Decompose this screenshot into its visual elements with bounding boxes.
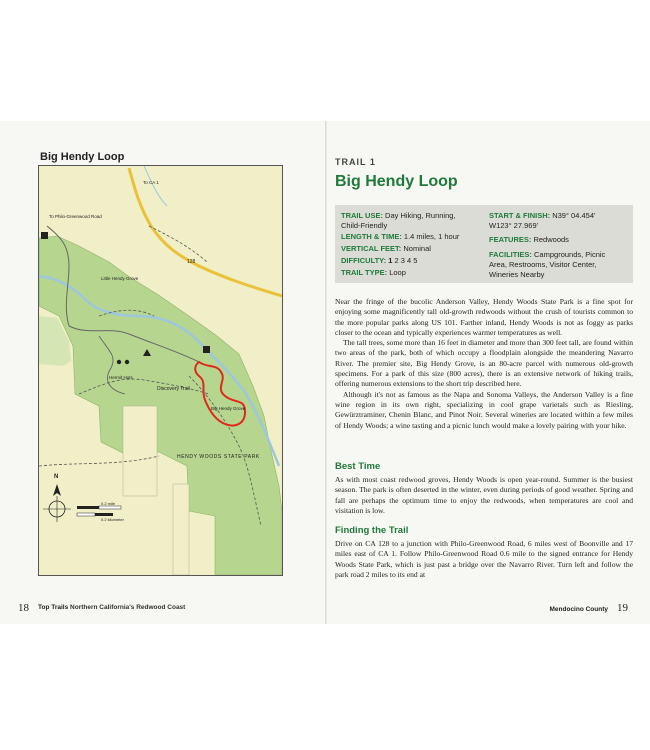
left-page <box>0 121 325 624</box>
info-vertical: VERTICAL FEET: Nominal <box>341 244 431 253</box>
finding-trail-text: Drive on CA 128 to a junction with Philo-Greenwood Road, 6 miles west of Boonville and 17 miles east of CA 1. Follow Philo-Greenwood Road 0.6 mile to the signed entrance for Hendy Woods State Park, which is just past a bridge over the Navarro River. Turn left and follow the park road 2 miles to its end at <box>335 539 633 579</box>
map-graphic <box>39 166 282 575</box>
info-length: LENGTH & TIME: 1.4 miles, 1 hour <box>341 232 460 241</box>
info-trail-use: TRAIL USE: Day Hiking, Running, Child-Friendly <box>341 211 456 230</box>
north-arrow-icon <box>53 484 61 496</box>
svg-text:0.2 mile: 0.2 mile <box>101 501 116 506</box>
trail-info-box <box>335 205 633 283</box>
map-title: Big Hendy Loop <box>40 151 125 163</box>
intro-text <box>335 297 633 431</box>
info-difficulty: DIFFICULTY: 1 2 3 4 5 <box>341 256 418 265</box>
svg-text:128: 128 <box>187 259 196 265</box>
svg-text:Big Hendy Grove: Big Hendy Grove <box>211 406 246 411</box>
intro-paragraph: The tall trees, some more than 16 feet in diameter and more than 300 feet tall, are found within two areas of the park, both of which occupy a floodplain alongside the meandering Navarro River. The premier site, Big Hendy Grove, is an 80-acre parcel with numerous old-growth specimens. For a park of this size (800 acres), there is an extensive network of hiking trails, offering numerous extensions to the short trip described here. <box>335 338 633 389</box>
parking-icon <box>41 232 48 239</box>
svg-text:Discovery Trail: Discovery Trail <box>157 386 190 392</box>
restroom-icon <box>117 360 121 364</box>
best-time-text: As with most coast redwood groves, Hendy Woods is open year-round. Summer is the busiest season. The park is often deserted in the winter, even during periods of good weather. Spring and fall are perhaps the optimum time to enjoy the redwoods, when temperatures are cool and visitation is low. <box>335 475 633 515</box>
page-number-right: 19 <box>617 602 628 614</box>
best-time-heading: Best Time <box>335 461 381 472</box>
map-label-to-philo: To Philo-Greenwood Road <box>49 214 102 219</box>
trail-map <box>38 165 283 576</box>
page-number-left: 18 <box>18 602 29 614</box>
svg-text:HENDY WOODS STATE PARK: HENDY WOODS STATE PARK <box>177 454 260 460</box>
highway-128 <box>129 168 282 296</box>
svg-text:To CA 1: To CA 1 <box>143 180 159 185</box>
intro-paragraph: Although it's not as famous as the Napa and Sonoma Valleys, the Anderson Valley is a fine wine region in its own right, specializing in cool grape varietals such as Riesling, Gewürztraminer, Chenin Blanc, and Pinot Noir. Several wineries are located within a few miles of Hendy Woods; a wine tasting and a picnic lunch would make a lovely pairing with your hike. <box>335 389 633 430</box>
info-trail-type: TRAIL TYPE: Loop <box>341 268 406 277</box>
running-head-left: Top Trails Northern California's Redwood Coast <box>38 604 186 611</box>
svg-text:0.2 kilometer: 0.2 kilometer <box>101 517 124 522</box>
svg-text:Hermit Huts: Hermit Huts <box>109 375 133 380</box>
trail-number: TRAIL 1 <box>335 157 376 167</box>
info-facilities: FACILITIES: Campgrounds, Picnic Area, Restrooms, Visitor Center, Wineries Nearby <box>489 250 606 279</box>
finding-trail-heading: Finding the Trail <box>335 525 409 536</box>
trail-title: Big Hendy Loop <box>335 173 458 190</box>
info-start-finish: START & FINISH: N39° 04.454' W123° 27.969' <box>489 211 596 230</box>
info-features: FEATURES: Redwoods <box>489 235 569 244</box>
park-area <box>39 236 282 575</box>
running-head-right: Mendocino County <box>549 606 608 613</box>
intro-paragraph: Near the fringe of the bucolic Anderson Valley, Hendy Woods State Park is a fine spot for enjoying some magnificently tall old-growth redwoods without the crush of tourists common to the more popular parks along US 101. Farther inland, Hendy Woods is not as foggy as parks closer to the ocean and typically experiences warmer temperatures as well. <box>335 297 633 337</box>
right-page <box>327 121 650 624</box>
svg-text:N: N <box>54 474 59 480</box>
svg-text:Little Hendy Grove: Little Hendy Grove <box>101 276 139 281</box>
trailhead-parking-icon <box>203 346 210 353</box>
